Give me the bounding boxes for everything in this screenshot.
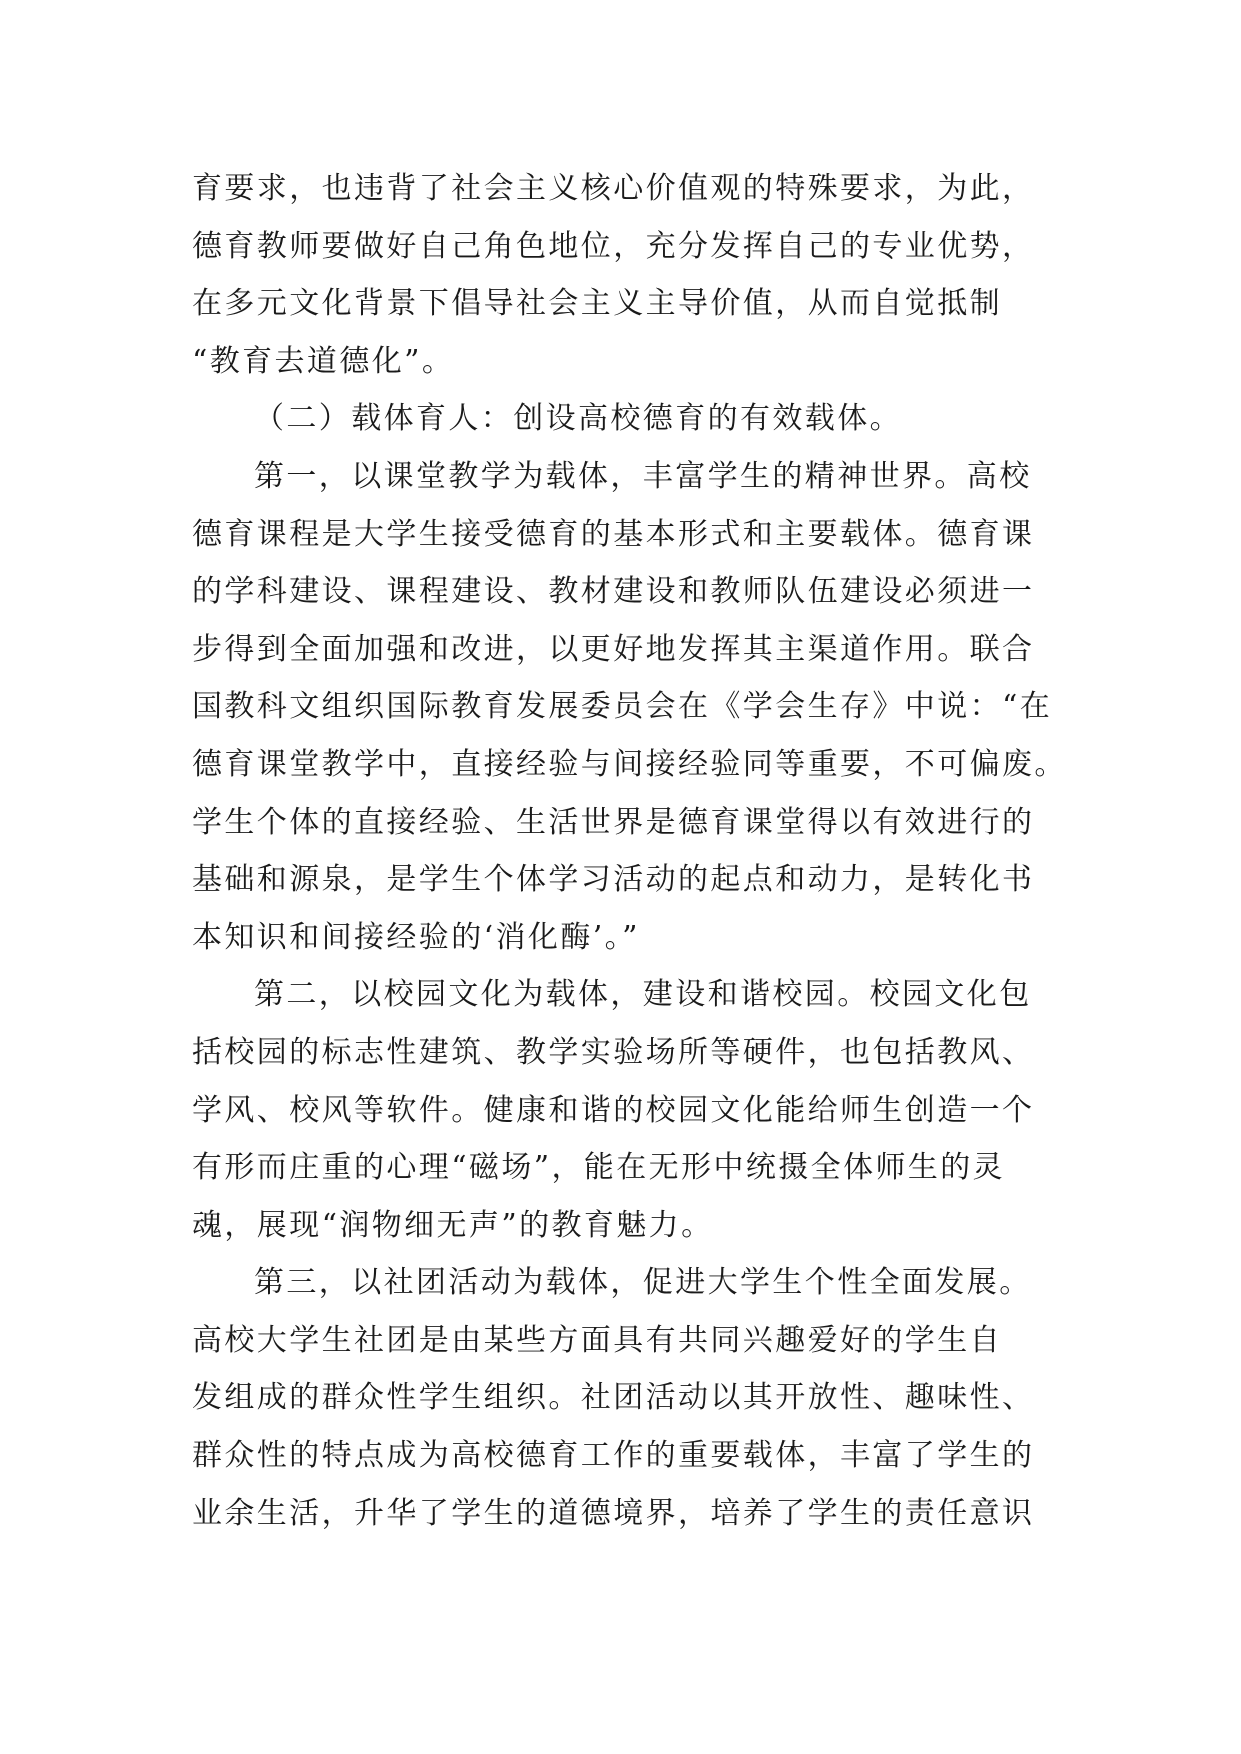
text-line: 业余生活，升华了学生的道德境界，培养了学生的责任意识 bbox=[192, 1495, 1035, 1531]
text-line: 德育课程是大学生接受德育的基本形式和主要载体。德育课 bbox=[192, 516, 1035, 552]
text-line: 魂，展现“润物细无声”的教育魅力。 bbox=[192, 1207, 714, 1243]
text-line: 本知识和间接经验的‘消化酶’。” bbox=[192, 919, 640, 955]
text-line: 学风、校风等软件。健康和谐的校园文化能给师生创造一个 bbox=[192, 1092, 1035, 1128]
text-line: 国教科文组织国际教育发展委员会在《学会生存》中说：“在 bbox=[192, 689, 1053, 725]
text-line: 发组成的群众性学生组织。社团活动以其开放性、趣味性、 bbox=[192, 1380, 1035, 1416]
paragraph-first-line: 第二，以校园文化为载体，建设和谐校园。校园文化包 bbox=[254, 977, 1032, 1013]
text-line: 群众性的特点成为高校德育工作的重要载体，丰富了学生的 bbox=[192, 1438, 1035, 1474]
text-line: “教育去道德化”。 bbox=[192, 343, 455, 379]
text-line: 德育教师要做好自己角色地位，充分发挥自己的专业优势， bbox=[192, 228, 1035, 264]
text-line: 高校大学生社团是由某些方面具有共同兴趣爱好的学生自 bbox=[192, 1322, 1002, 1358]
text-line: 德育课堂教学中，直接经验与间接经验同等重要，不可偏废。 bbox=[192, 746, 1067, 782]
text-line: 在多元文化背景下倡导社会主义主导价值，从而自觉抵制 bbox=[192, 286, 1002, 322]
text-line: 的学科建设、课程建设、教材建设和教师队伍建设必须进一 bbox=[192, 574, 1035, 610]
text-line: 步得到全面加强和改进，以更好地发挥其主渠道作用。联合 bbox=[192, 631, 1035, 667]
paragraph-first-line: 第三，以社团活动为载体，促进大学生个性全面发展。 bbox=[254, 1265, 1032, 1301]
body-text bbox=[192, 160, 1072, 1542]
text-line: 基础和源泉，是学生个体学习活动的起点和动力，是转化书 bbox=[192, 862, 1035, 898]
paragraph-first-line: 第一，以课堂教学为载体，丰富学生的精神世界。高校 bbox=[254, 458, 1032, 494]
text-line: 括校园的标志性建筑、教学实验场所等硬件，也包括教风、 bbox=[192, 1034, 1035, 1070]
section-heading: （二）载体育人：创设高校德育的有效载体。 bbox=[254, 401, 902, 437]
text-line: 有形而庄重的心理“磁场”，能在无形中统摄全体师生的灵 bbox=[192, 1150, 1006, 1186]
text-line: 育要求，也违背了社会主义核心价值观的特殊要求，为此， bbox=[192, 171, 1035, 206]
text-line: 学生个体的直接经验、生活世界是德育课堂得以有效进行的 bbox=[192, 804, 1035, 840]
